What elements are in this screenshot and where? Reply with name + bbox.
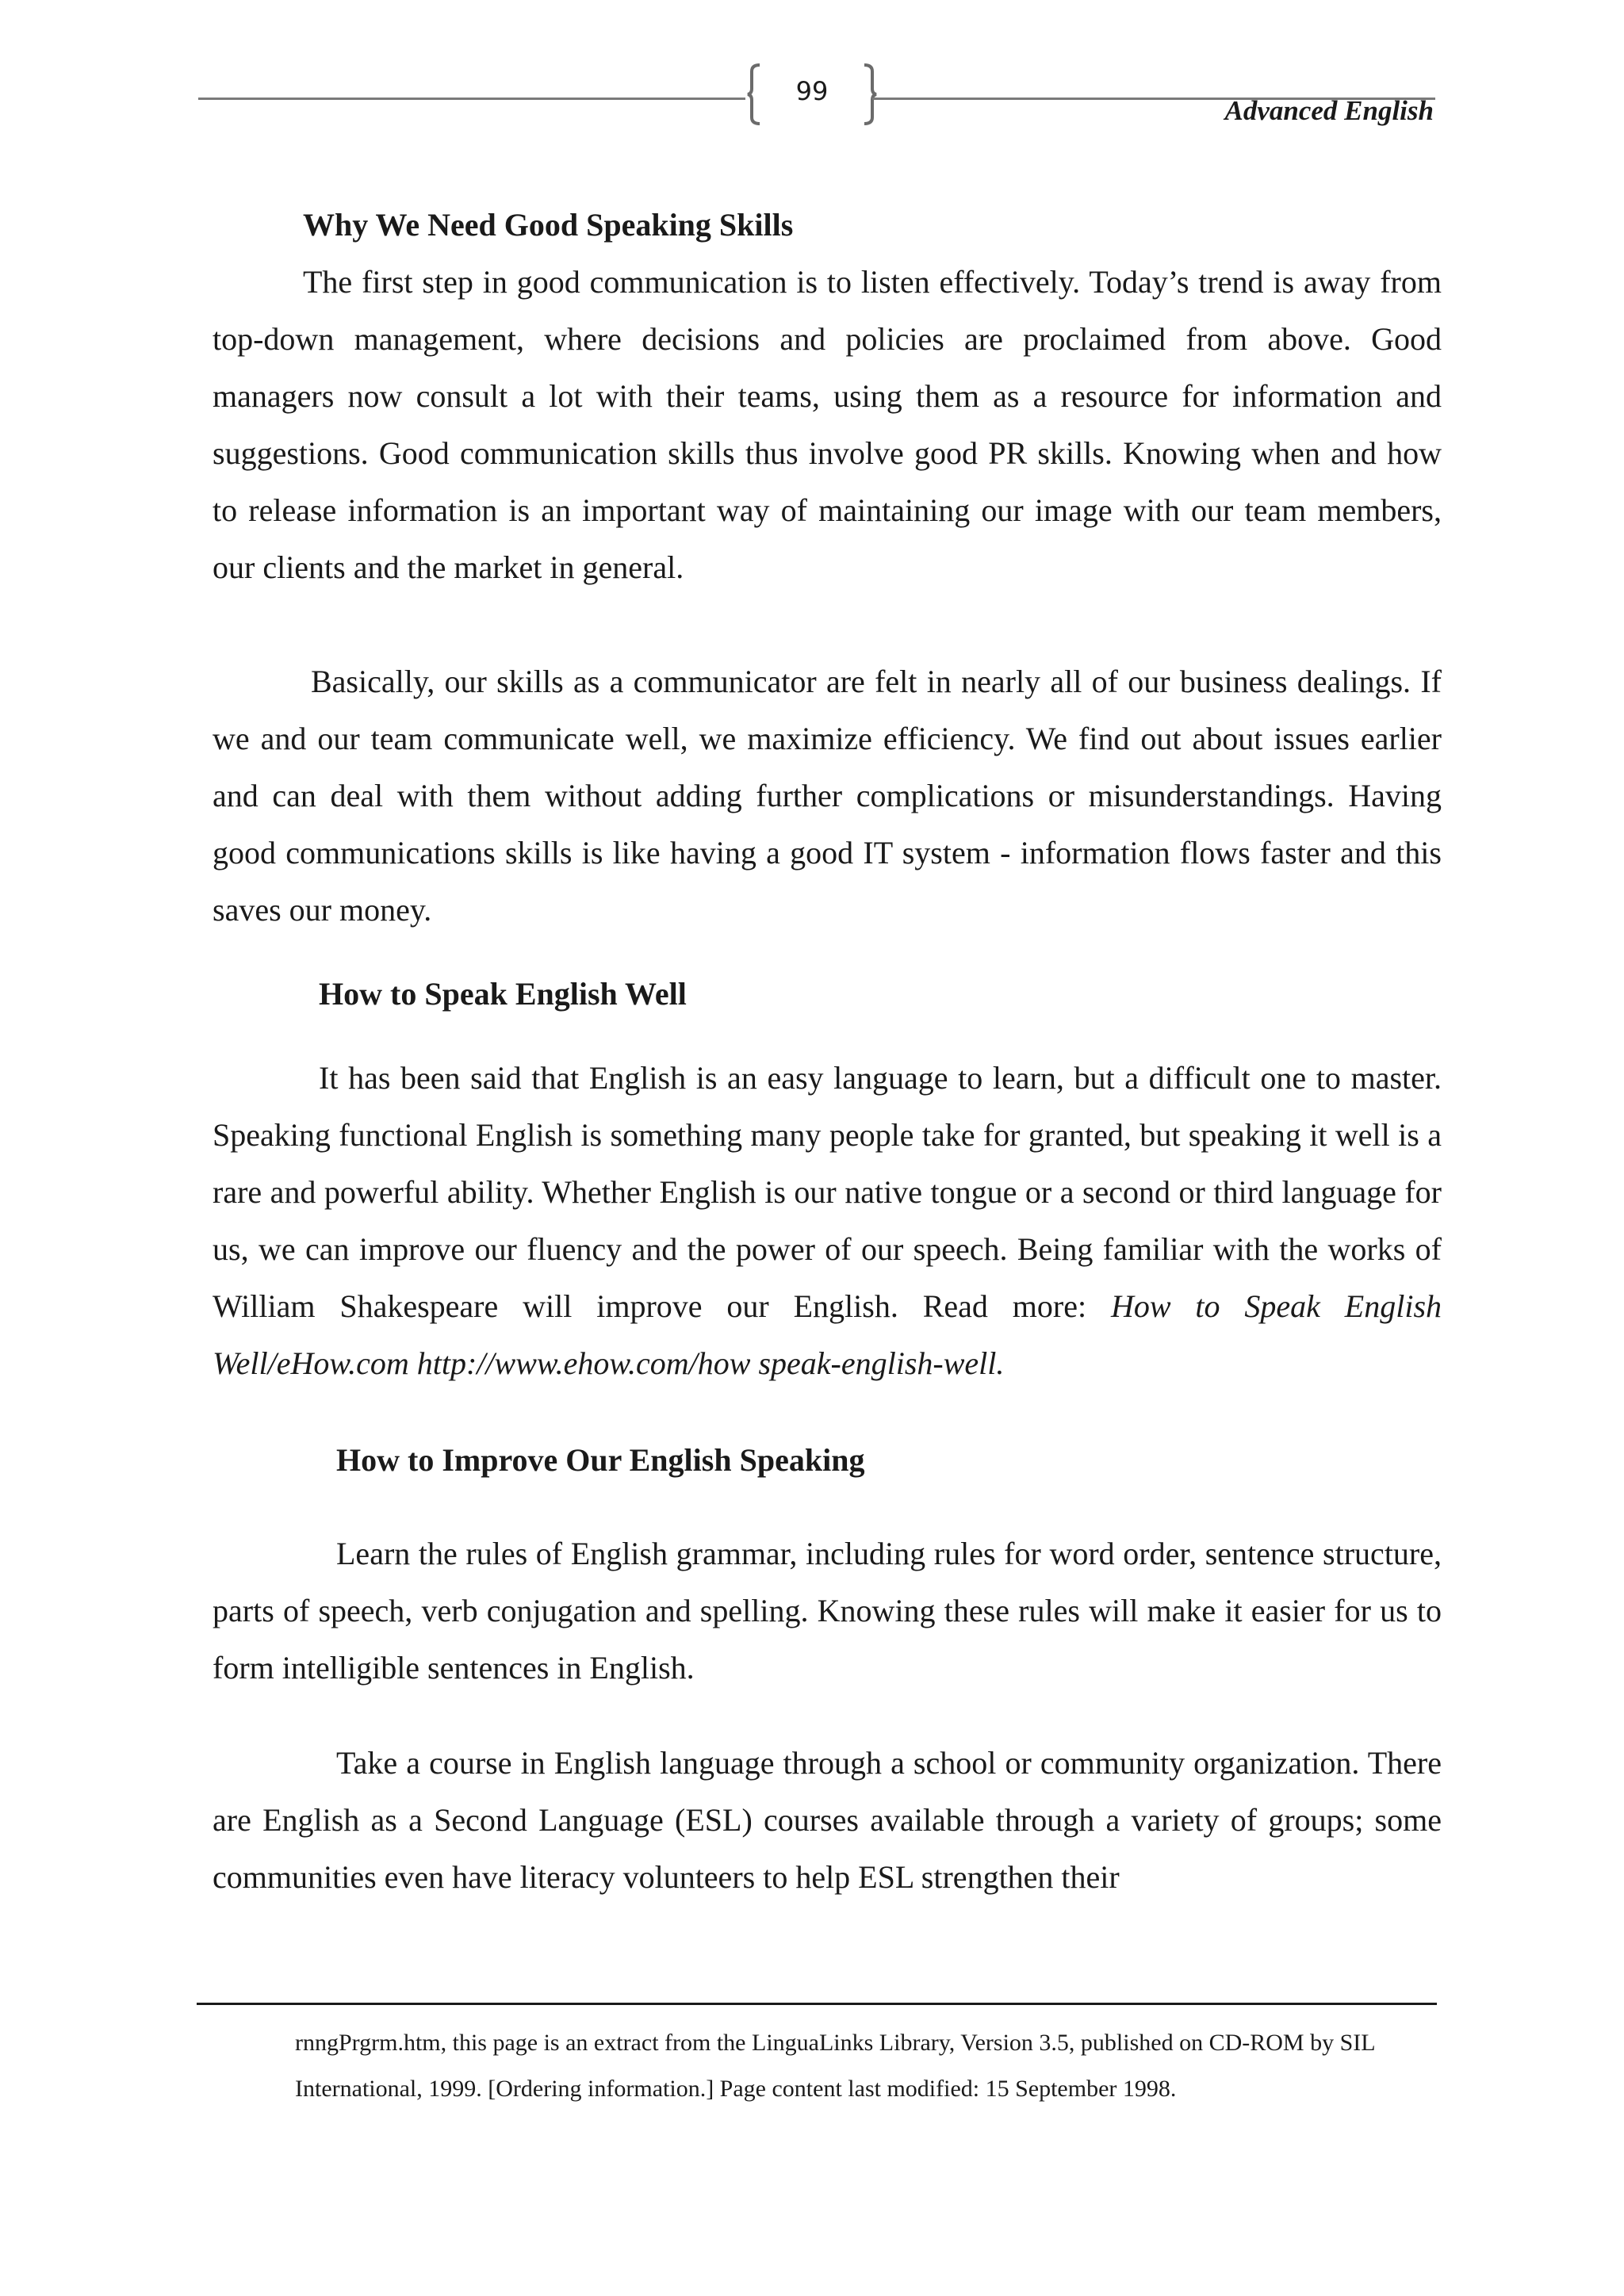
section-heading: How to Improve Our English Speaking [336,1442,865,1478]
paragraph [213,1050,1442,1392]
paragraph-text: It has been said that English is an easy language to learn, but a difficult one to master. Speaking functional English is something many people take for granted, but speaking it well is a rare and powerful ability. Whether English is our native tongue or a second or third language for us, we can improve our fluency and the power of our speech. Being familiar with the works of William Shakespeare will improve our English. Read more: [213,1060,1442,1324]
right-brace-icon [861,63,879,125]
running-title: Advanced English [1224,95,1434,126]
page-number: 99 [795,76,829,106]
footnote: rnngPrgrm.htm, this page is an extract from the LinguaLinks Library, Version 3.5, published on CD-ROM by SIL International, 1999. [Ordering information.] Page content last modified: 15 September 1998. [295,2030,1375,2102]
header-rule-left [198,98,745,100]
reference-link[interactable]: How to Speak English Well/eHow.com http://www.ehow.com/how speak-english-well. [213,1288,1442,1381]
left-brace-icon [745,63,763,125]
paragraph: Learn the rules of English grammar, including rules for word order, sentence structure, parts of speech, verb conjugation and spelling. Knowing these rules will make it easier for us to form intelligible sentences in English. [213,1536,1442,1686]
paragraph: Basically, our skills as a communicator are felt in nearly all of our business dealings. If we and our team communicate well, we maximize efficiency. We find out about issues earlier and can deal with them without adding further complications or misunderstandings. Having good communications skills is like having a good IT system - information flows faster and this saves our money. [213,664,1442,928]
footnote-rule [197,2003,1437,2005]
section-heading: Why We Need Good Speaking Skills [303,207,794,243]
paragraph: The first step in good communication is to listen effectively. Today’s trend is away from top-down management, where decisions and policies are proclaimed from above. Good managers now consult a lot with their teams, using them as a resource for information and suggestions. Good communication skills thus involve good PR skills. Knowing when and how to release information is an important way of maintaining our image with our team members, our clients and the market in general. [213,264,1442,585]
section-heading: How to Speak English Well [319,976,687,1012]
paragraph: Take a course in English language through a school or community organization. There are English as a Second Language (ESL) courses available through a variety of groups; some communities even have literacy volunteers to help ESL strengthen their [213,1745,1442,1895]
page-content [213,197,1442,1906]
